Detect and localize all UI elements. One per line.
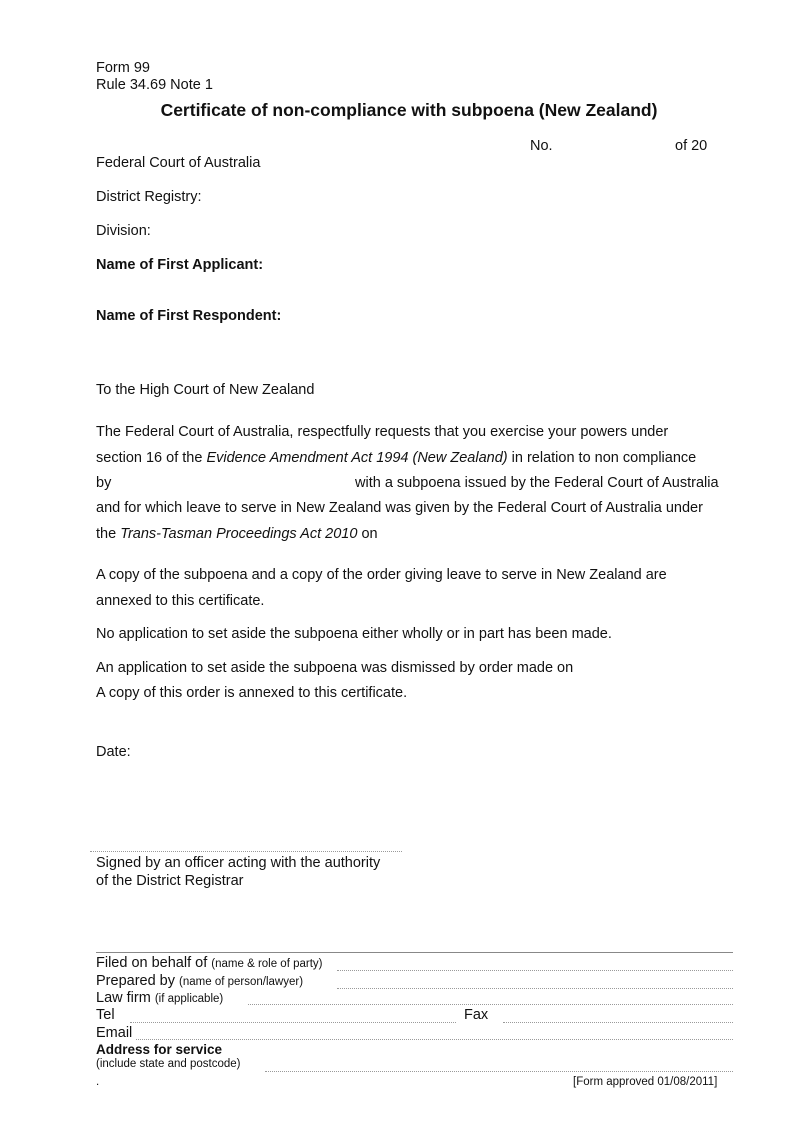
case-number-label: No. [530, 138, 553, 154]
footer-divider [96, 952, 733, 953]
act-title-trans-tasman: Trans-Tasman Proceedings Act 2010 [120, 526, 358, 542]
district-registry-label: District Registry: [96, 189, 202, 205]
case-year-label: of 20 [675, 138, 708, 154]
filed-on-behalf-label: Filed on behalf of [96, 955, 208, 971]
addressee: To the High Court of New Zealand [96, 382, 315, 398]
request-line-2-text-b: in relation to non compliance [507, 450, 697, 466]
filed-on-behalf-hint: (name & role of party) [211, 958, 323, 970]
no-application-statement: No application to set aside the subpoena either wholly or in part has been made. [96, 626, 612, 642]
law-firm-row [96, 990, 223, 1006]
email-label: Email [96, 1025, 133, 1041]
request-line-2 [96, 450, 696, 466]
court-name: Federal Court of Australia [96, 155, 261, 171]
law-firm-label: Law firm [96, 990, 151, 1006]
annex-line-2: annexed to this certificate. [96, 593, 265, 609]
prepared-by-label: Prepared by [96, 973, 175, 989]
filed-on-behalf-row [96, 955, 323, 971]
request-line-4: and for which leave to serve in New Zealand was given by the Federal Court of Australia under [96, 500, 703, 516]
first-respondent-label: Name of First Respondent: [96, 308, 282, 324]
tel-field[interactable] [130, 1022, 456, 1023]
signature-caption-2: of the District Registrar [96, 873, 244, 889]
rule-reference: Rule 34.69 Note 1 [96, 77, 213, 93]
annex-line-1: A copy of the subpoena and a copy of the order giving leave to serve in New Zealand are [96, 567, 667, 583]
date-label: Date: [96, 744, 131, 760]
division-label: Division: [96, 223, 151, 239]
law-firm-hint: (if applicable) [154, 993, 224, 1005]
prepared-by-row [96, 973, 303, 989]
footer-dot: . [96, 1076, 100, 1088]
address-for-service-label: Address for service [96, 1042, 223, 1057]
law-firm-field[interactable] [248, 1004, 733, 1005]
order-annexed-statement: A copy of this order is annexed to this certificate. [96, 685, 408, 701]
prepared-by-field[interactable] [337, 988, 733, 989]
dismissed-statement: An application to set aside the subpoena was dismissed by order made on [96, 660, 574, 676]
address-for-service-hint: (include state and postcode) [96, 1058, 241, 1070]
request-line-2-text-a: section 16 of the [96, 450, 207, 466]
fax-label: Fax [464, 1007, 489, 1023]
request-line-3-by: by [96, 475, 112, 491]
address-for-service-field[interactable] [265, 1071, 733, 1072]
request-line-5 [96, 526, 378, 542]
request-line-5-text-a: the [96, 526, 121, 542]
prepared-by-hint: (name of person/lawyer) [179, 976, 304, 988]
form-number: Form 99 [96, 60, 150, 76]
first-applicant-label: Name of First Applicant: [96, 257, 264, 273]
fax-field[interactable] [503, 1022, 733, 1023]
tel-label: Tel [96, 1007, 115, 1023]
page-title: Certificate of non-compliance with subpoena (New Zealand) [160, 100, 658, 120]
filed-on-behalf-field[interactable] [337, 970, 733, 971]
act-title-evidence: Evidence Amendment Act 1994 (New Zealand) [206, 450, 508, 466]
request-line-3-subpoena: with a subpoena issued by the Federal Court of Australia [355, 475, 719, 491]
request-line-5-text-b: on [357, 526, 378, 542]
form-approved-note: [Form approved 01/08/2011] [573, 1076, 718, 1088]
email-field[interactable] [136, 1039, 733, 1040]
request-line-1: The Federal Court of Australia, respectfully requests that you exercise your powers under [96, 424, 669, 440]
signature-caption-1: Signed by an officer acting with the authority [96, 855, 381, 871]
signature-line [90, 851, 402, 852]
